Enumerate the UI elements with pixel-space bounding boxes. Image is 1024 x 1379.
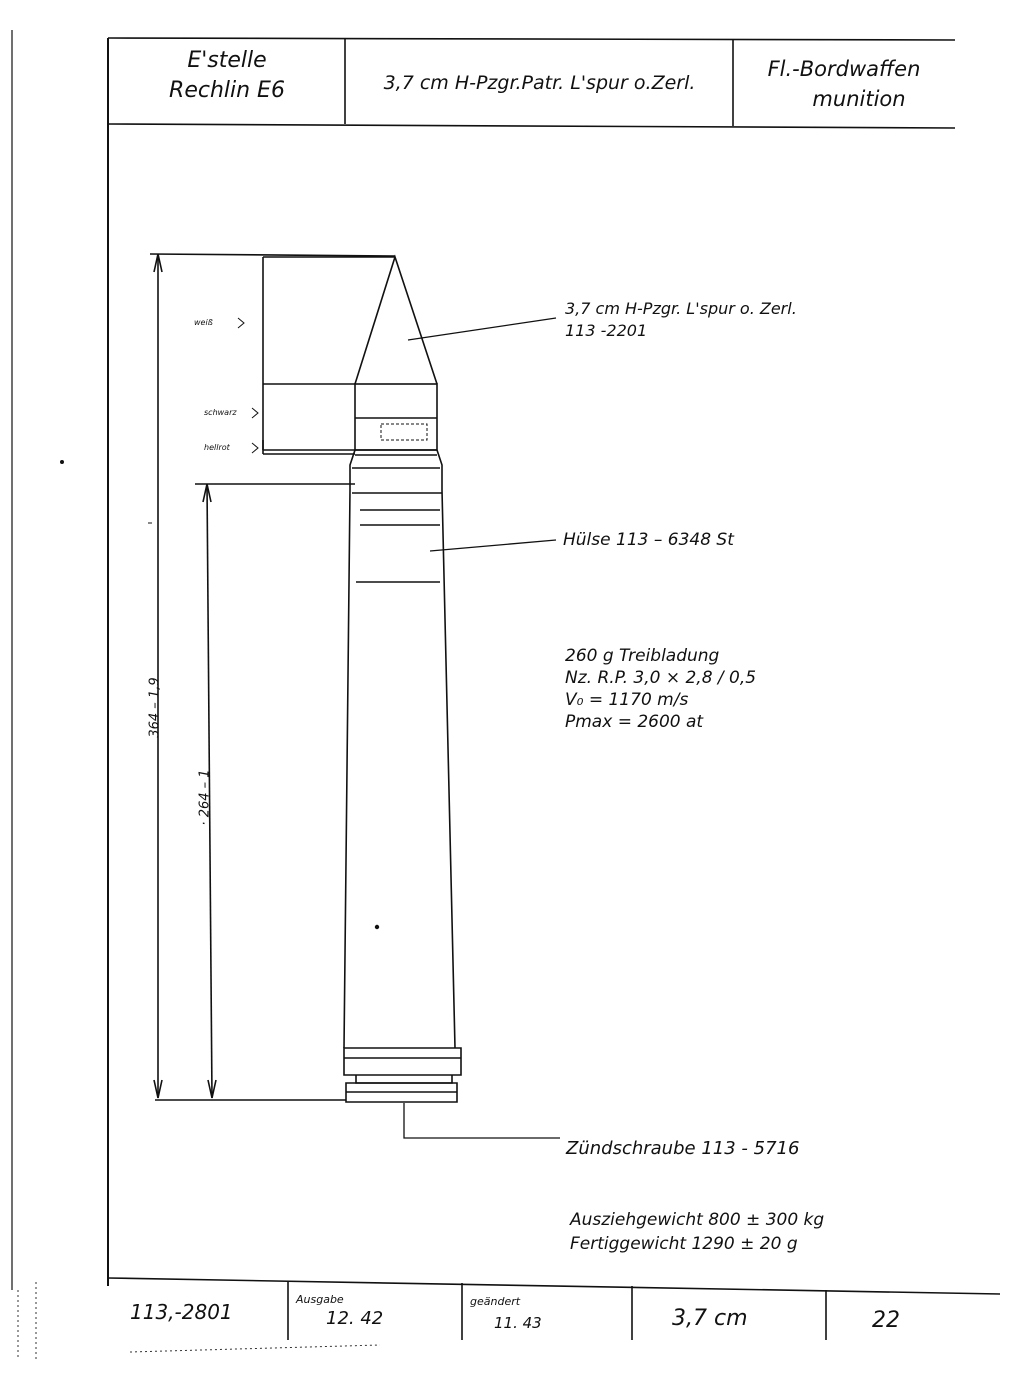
- callout-projectile-line1: 3,7 cm H-Pzgr. L'spur o. Zerl.: [565, 299, 797, 318]
- label-hellrot: hellrot: [204, 443, 230, 452]
- header-office-line1: E'stelle: [187, 48, 267, 73]
- callout-case: Hülse 113 – 6348 St: [563, 530, 734, 550]
- footer-changed-label: geändert: [470, 1295, 521, 1308]
- footer-caliber: 3,7 cm: [672, 1306, 748, 1331]
- footer-issue-value: 12. 42: [326, 1308, 384, 1329]
- footer-issue-label: Ausgabe: [296, 1293, 344, 1306]
- propellant-charge-block: [565, 645, 756, 733]
- footer-changed-value: 11. 43: [494, 1314, 542, 1332]
- footer-drawing-number: 113,-2801: [130, 1300, 233, 1324]
- callout-primer: Zündschraube 113 - 5716: [566, 1138, 800, 1159]
- charge-line1: 260 g Treibladung: [565, 646, 720, 666]
- charge-line2: Nz. R.P. 3,0 × 2,8 / 0,5: [565, 668, 757, 688]
- header-category-line2: munition: [812, 87, 906, 111]
- header-category: [736, 54, 952, 114]
- label-schwarz: schwarz: [204, 408, 237, 417]
- dim-case-length: · 264 – 1: [197, 769, 213, 826]
- charge-line3: V₀ = 1170 m/s: [565, 690, 689, 710]
- charge-line4: Pmax = 2600 at: [565, 712, 704, 732]
- callout-projectile-line2: 113 -2201: [565, 321, 648, 340]
- label-weiss: weiß: [194, 318, 213, 327]
- weights-block: [570, 1208, 824, 1256]
- footer-page-number: 22: [872, 1308, 900, 1333]
- callout-projectile: [565, 298, 797, 342]
- header-office: [112, 46, 342, 106]
- header-title: 3,7 cm H-Pzgr.Patr. L'spur o.Zerl.: [383, 72, 696, 94]
- header-category-line1: Fl.-Bordwaffen: [767, 57, 921, 81]
- finished-weight: Fertiggewicht 1290 ± 20 g: [570, 1234, 798, 1254]
- header-office-line2: Rechlin E6: [169, 78, 285, 103]
- pull-weight: Ausziehgewicht 800 ± 300 kg: [570, 1210, 825, 1230]
- dim-total-length: 364 – 1,9: [147, 677, 163, 738]
